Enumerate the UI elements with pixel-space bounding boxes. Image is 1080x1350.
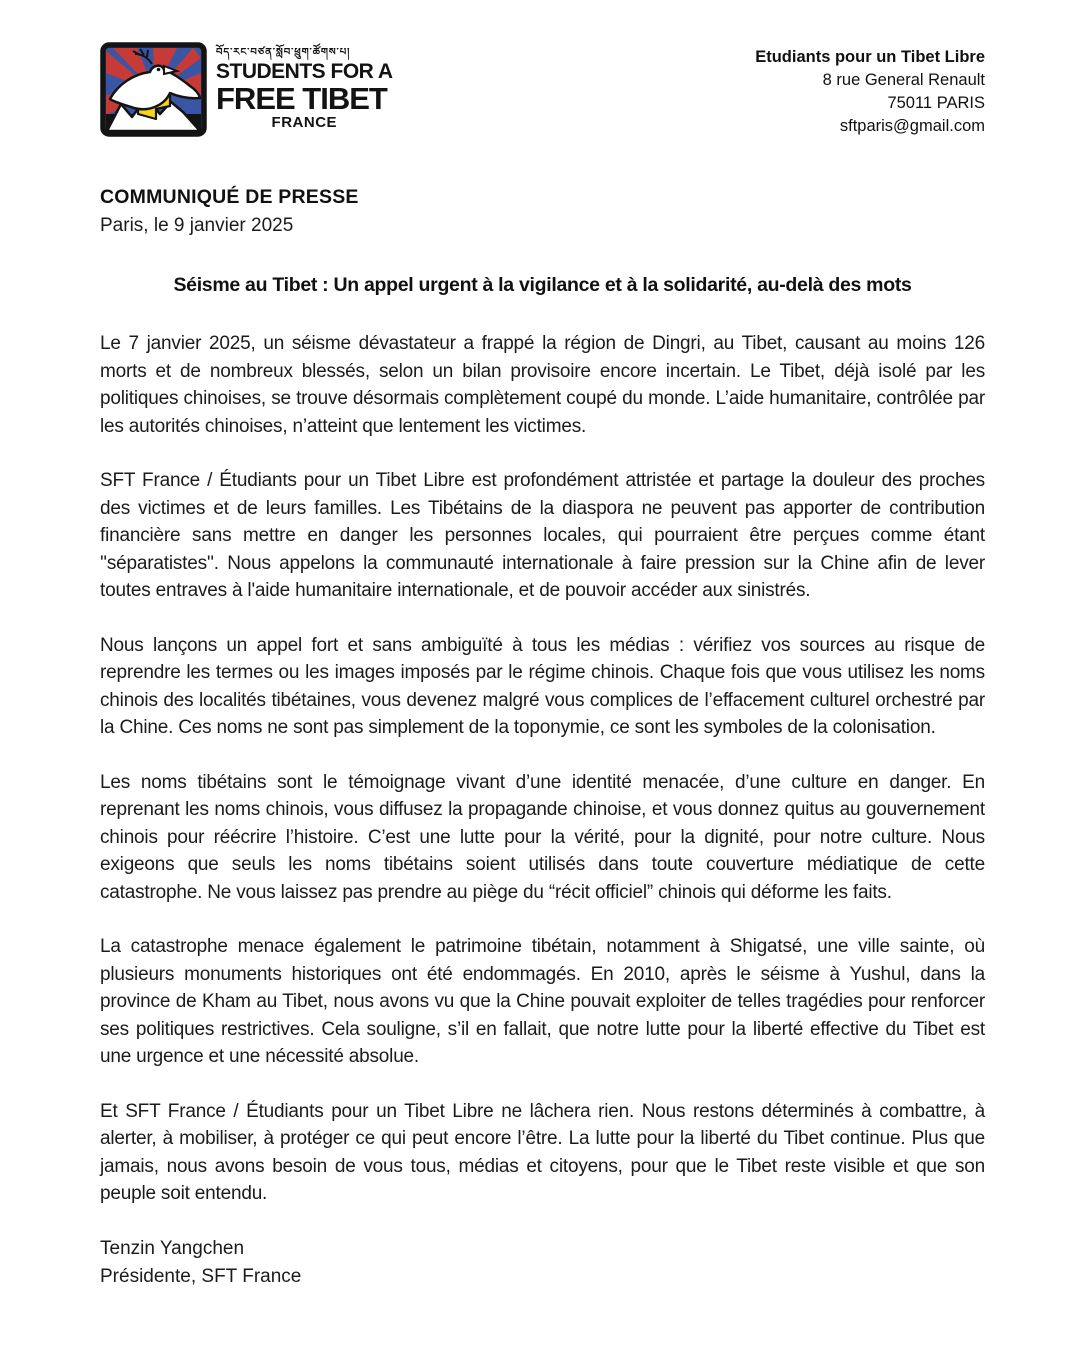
logo-students-for-a: STUDENTS FOR A bbox=[216, 60, 393, 83]
logo-tibetan-script: བོད་རང་བཙན་སློབ་ཕྲུག་ཚོགས་པ། bbox=[216, 47, 351, 58]
sft-logo-wordmark bbox=[216, 45, 393, 132]
org-address-line2: 75011 PARIS bbox=[887, 94, 985, 112]
org-email: sftparis@gmail.com bbox=[839, 117, 985, 135]
org-name: Etudiants pour un Tibet Libre bbox=[755, 48, 985, 66]
org-contact-block bbox=[755, 46, 985, 138]
sft-dove-flag-emblem-icon bbox=[100, 42, 207, 142]
paragraph-6: Et SFT France / Étudiants pour un Tibet Libre ne lâchera rien. Nous restons déterminés à combattre, à alerter, à mobiliser, à protéger ce qui peut encore l’être. La lutte pour la liberté du Tibet continue. Plus que jamais, nous avons besoin de vous tous, médias et citoyens, pour que le Tibet reste visible et que son peuple soit entendu. bbox=[100, 1100, 985, 1204]
paragraph-1: Le 7 janvier 2025, un séisme dévastateur a frappé la région de Dingri, au Tibet, causant au moins 126 morts et de nombreux blessés, selon un bilan provisoire encore incertain. Le Tibet, déjà isolé par les politiques chinoises, se trouve désormais complètement coupé du monde. L’aide humanitaire, contrôlée par les autorités chinoises, n’atteint que lentement les victimes. bbox=[100, 333, 985, 437]
document-body bbox=[100, 330, 985, 1208]
logo-free-tibet: FREE TIBET bbox=[216, 81, 387, 116]
sft-logo bbox=[100, 42, 393, 142]
org-address-line1: 8 rue General Renault bbox=[822, 71, 985, 89]
paragraph-4: Les noms tibétains sont le témoignage vivant d’une identité menacée, d’une culture en danger. En reprenant les noms chinois, vous diffusez la propagande chinoise, et vous donnez quitus au gouvernement chinois pour réécrire l’histoire. C’est une lutte pour la vérité, pour la dignité, pour notre culture. Nous exigeons que seuls les noms tibétains soient utilisés dans toute couverture médiatique de cette catastrophe. Ne vous laissez pas prendre au piège du “récit officiel” chinois qui déforme les faits. bbox=[100, 771, 985, 903]
letterhead bbox=[100, 42, 985, 142]
signature-name: Tenzin Yangchen bbox=[100, 1237, 245, 1259]
document-title: Séisme au Tibet : Un appel urgent à la vigilance et à la solidarité, au-delà des mots bbox=[173, 274, 912, 296]
paragraph-3: Nous lançons un appel fort et sans ambiguïté à tous les médias : vérifiez vos sources au risque de reprendre les termes ou les images imposés par le régime chinois. Chaque fois que vous utilisez les noms chinois des localités tibétaines, vous devenez malgré vous complices de l’effacement culturel orchestré par la Chine. Ces noms ne sont pas simplement de la toponymie, ce sont les symboles de la colonisation. bbox=[100, 634, 985, 738]
signature-block bbox=[100, 1235, 985, 1291]
logo-france: FRANCE bbox=[271, 114, 338, 131]
press-release-kicker: COMMUNIQUÉ DE PRESSE bbox=[100, 186, 359, 208]
paragraph-5: La catastrophe menace également le patrimoine tibétain, notamment à Shigatsé, une ville sainte, où plusieurs monuments historiques ont été endommagés. En 2010, après le séisme à Yushul, dans la province de Kham au Tibet, nous avons vu que la Chine pouvait exploiter de telles tragédies pour renforcer ses politiques restrictives. Cela souligne, s’il en fallait, que notre lutte pour la liberté effective du Tibet est une urgence et une nécessité absolue. bbox=[100, 936, 985, 1067]
paragraph-2: SFT France / Étudiants pour un Tibet Libre est profondément attristée et partage la douleur des proches des victimes et de leurs familles. Les Tibétains de la diaspora ne peuvent pas apporter de contribution financière sans mettre en danger les personnes locales, qui pourraient être perçues comme étant ''séparatistes''. Nous appelons la communauté internationale à faire pression sur la Chine afin de lever toutes entraves à l'aide humanitaire internationale, et de pouvoir accéder aux sinistrés. bbox=[100, 470, 985, 601]
dateline: Paris, le 9 janvier 2025 bbox=[100, 215, 294, 236]
signature-role: Présidente, SFT France bbox=[100, 1265, 302, 1287]
